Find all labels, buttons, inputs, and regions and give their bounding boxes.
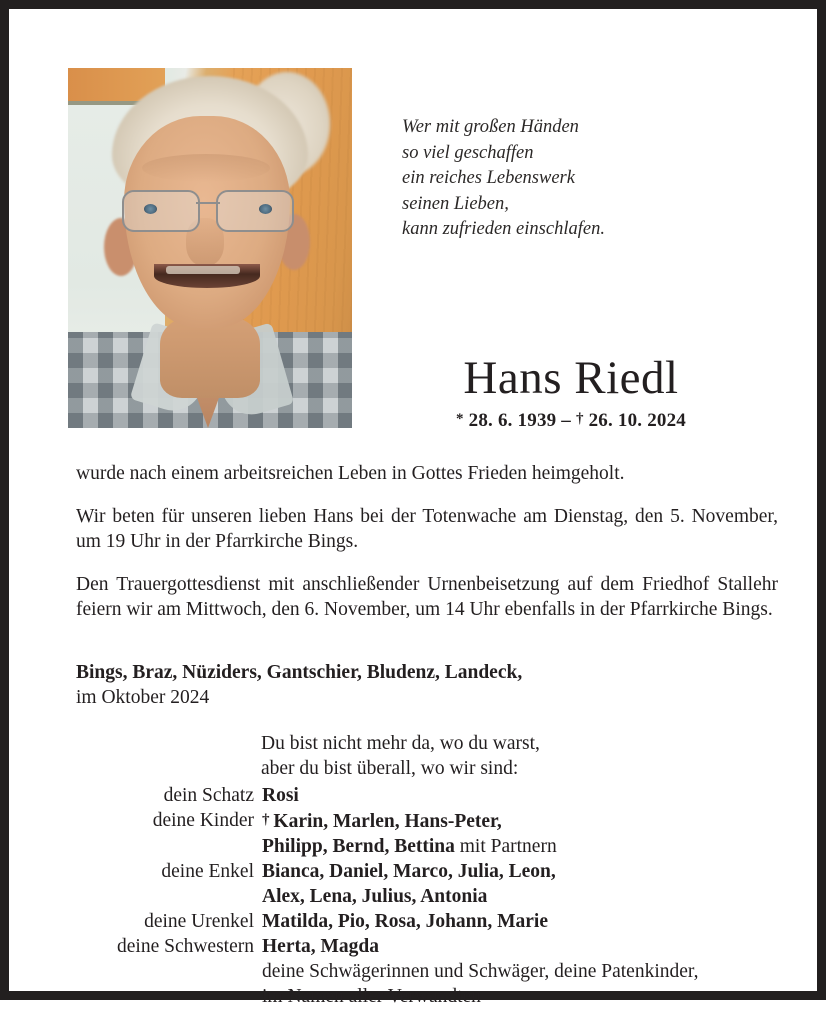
verse-line-2: so viel geschaffen — [402, 142, 534, 163]
photo-forehead — [142, 154, 270, 182]
notice-content — [9, 9, 817, 1007]
family-names-suffix: mit Partnern — [454, 836, 557, 857]
family-closing-line-1: deine Schwägerinnen und Schwäger, deine Patenkinder, — [262, 961, 699, 982]
memorial-verse — [402, 115, 732, 243]
family-names: Philipp, Bernd, Bettina mit Partnern — [262, 836, 557, 857]
family-names: Bianca, Daniel, Marco, Julia, Leon, — [262, 861, 556, 882]
places-list: Bings, Braz, Nüziders, Gantschier, Bludenz, Landeck, — [76, 662, 523, 683]
verse-line-5: kann zufrieden einschlafen. — [402, 219, 605, 239]
photo-glasses — [120, 190, 296, 228]
family-relation-label — [76, 884, 262, 909]
photo-mouth — [154, 264, 260, 288]
death-date: 26. 10. 2024 — [588, 410, 687, 431]
family-closing-spacer — [76, 984, 262, 1009]
announcement-text — [76, 461, 778, 622]
family-relation-label: dein Schatz — [163, 785, 254, 806]
photo-eye-left — [144, 204, 157, 214]
photo-glasses-bridge — [196, 202, 220, 204]
family-table-body — [76, 783, 699, 1009]
paragraph-vigil: Wir beten für unseren lieben Hans bei der Totenwache am Dienstag, den 5. November, um 19 Uhr in der Pfarrkirche Bings. — [76, 506, 778, 552]
deceased-name: Hans Riedl — [463, 352, 679, 404]
family-closing-spacer — [76, 959, 262, 984]
family-row — [76, 834, 699, 859]
photo-lens-right — [216, 190, 294, 232]
family-row — [76, 859, 699, 884]
family-names: † Karin, Marlen, Hans-Peter, — [262, 811, 502, 832]
notice-date: im Oktober 2024 — [76, 687, 210, 708]
photo-eye-right — [259, 204, 272, 214]
photo-neck — [160, 316, 260, 398]
family-row — [76, 884, 699, 909]
birth-star-icon: * — [455, 411, 464, 427]
family-row — [76, 934, 699, 959]
family-closing-row — [76, 959, 699, 984]
family-intro — [261, 731, 778, 781]
family-names: Matilda, Pio, Rosa, Johann, Marie — [262, 911, 548, 932]
places-block — [76, 660, 778, 710]
family-block — [76, 731, 778, 1009]
photo-lens-left — [122, 190, 200, 232]
family-closing-line-2: im Namen aller Verwandten — [262, 986, 481, 1007]
family-row — [76, 783, 699, 808]
deceased-cross-icon: † — [262, 812, 270, 828]
family-relation-label: deine Enkel — [161, 861, 254, 882]
birth-date: 28. 6. 1939 — [468, 410, 557, 431]
family-relation-label: deine Urenkel — [144, 911, 254, 932]
family-names: Herta, Magda — [262, 936, 379, 957]
verse-line-1: Wer mit großen Händen — [402, 117, 579, 137]
family-relation-label: deine Schwestern — [117, 936, 254, 957]
family-relation-label: deine Kinder — [152, 810, 254, 831]
portrait-photo — [68, 68, 352, 428]
family-row — [76, 909, 699, 934]
family-names: Alex, Lena, Julius, Antonia — [262, 886, 488, 907]
photo-teeth — [166, 266, 240, 274]
family-names: Rosi — [262, 785, 299, 806]
death-cross-icon: † — [575, 411, 584, 427]
deceased-name-block — [361, 351, 781, 432]
family-row — [76, 808, 699, 834]
family-intro-line-2: aber du bist überall, wo wir sind: — [261, 758, 519, 779]
family-relation-label — [76, 834, 262, 859]
paragraph-passing: wurde nach einem arbeitsreichen Leben in Gottes Frieden heimgeholt. — [76, 463, 625, 484]
family-closing-row — [76, 984, 699, 1009]
life-dates — [361, 410, 781, 432]
verse-line-4: seinen Lieben, — [402, 193, 509, 214]
paragraph-funeral: Den Trauergottesdienst mit anschließender Urnenbeisetzung auf dem Friedhof Stallehr feiern wir am Mittwoch, den 6. November, um 14 Uhr ebenfalls in der Pfarrkirche Bings. — [76, 574, 778, 620]
family-intro-line-1: Du bist nicht mehr da, wo du warst, — [261, 733, 540, 754]
date-separator: – — [561, 410, 571, 431]
verse-line-3: ein reiches Lebenswerk — [402, 168, 575, 188]
family-table — [76, 783, 699, 1009]
